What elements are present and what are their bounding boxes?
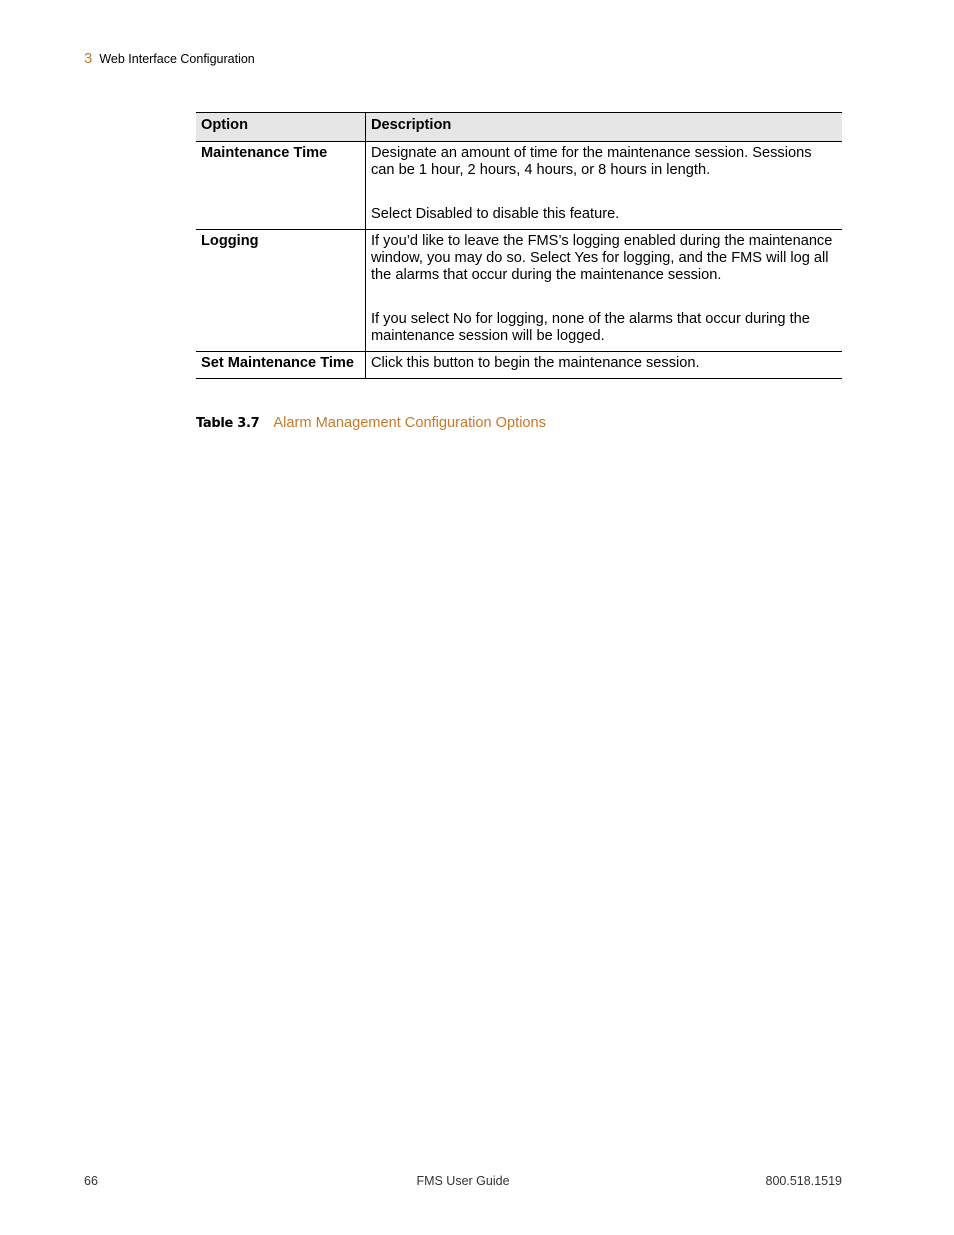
description-paragraph: If you select No for logging, none of the alarms that occur during the maintenance session will be logged. <box>371 311 810 344</box>
table-row <box>196 230 842 352</box>
column-header-option: Option <box>196 113 366 142</box>
option-logging: Logging <box>196 230 366 352</box>
running-header <box>84 50 255 67</box>
caption-label: Table 3.7 <box>196 416 260 431</box>
description-cell <box>366 142 843 230</box>
description-cell <box>366 352 843 379</box>
guide-title: FMS User Guide <box>416 1174 510 1188</box>
chapter-number: 3 <box>84 50 93 67</box>
description-paragraph: Click this button to begin the maintenance session. <box>371 355 700 371</box>
description-paragraph: If you’d like to leave the FMS’s logging enabled during the maintenance window, you may do so. Select Yes for logging, and the FMS will log all the alarms that occur during the maintenance session. <box>371 233 833 283</box>
options-table <box>196 112 842 379</box>
column-header-description: Description <box>366 113 843 142</box>
table-caption <box>196 415 546 431</box>
caption-title: Alarm Management Configuration Options <box>273 415 546 431</box>
table-header-row <box>196 113 842 142</box>
chapter-title: Web Interface Configuration <box>99 52 255 66</box>
table-row <box>196 142 842 230</box>
description-paragraph: Designate an amount of time for the maintenance session. Sessions can be 1 hour, 2 hours, 4 hours, or 8 hours in length. <box>371 145 812 178</box>
description-cell <box>366 230 843 352</box>
phone-number: 800.518.1519 <box>765 1174 842 1188</box>
option-set-maintenance-time: Set Maintenance Time <box>196 352 366 379</box>
description-paragraph: Select Disabled to disable this feature. <box>371 206 620 222</box>
option-maintenance-time: Maintenance Time <box>196 142 366 230</box>
table-row <box>196 352 842 379</box>
page-number: 66 <box>84 1174 98 1188</box>
